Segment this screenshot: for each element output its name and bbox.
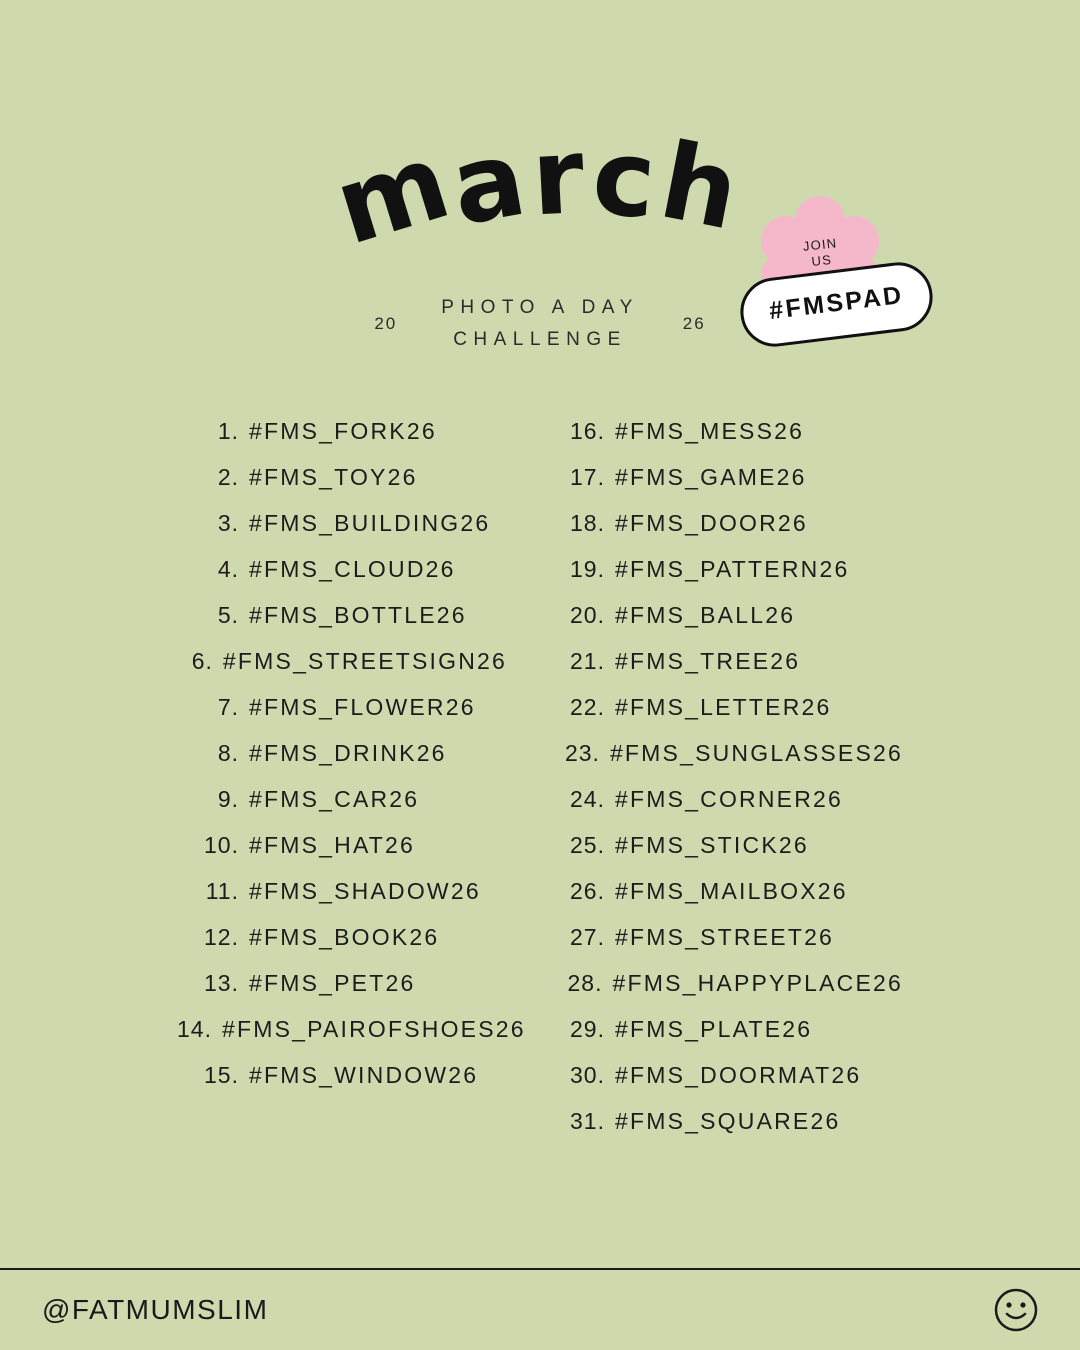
list-item	[543, 418, 903, 464]
list-item-tag: #FMS_TOY26	[249, 464, 418, 490]
list-item-number: 6.	[191, 648, 213, 674]
list-item-tag: #FMS_HAT26	[249, 832, 416, 858]
list-item	[177, 602, 507, 648]
list-item-number: 14.	[177, 1016, 212, 1042]
list-item-tag: #FMS_SQUARE26	[615, 1108, 841, 1134]
list-item-tag: #FMS_STREETSIGN26	[222, 648, 507, 674]
join-us-line-2: US	[810, 252, 833, 270]
list-item-number: 24.	[570, 786, 605, 812]
list-item	[543, 970, 903, 1016]
smiley-face-icon	[994, 1288, 1038, 1332]
list-item-number: 25.	[570, 832, 605, 858]
subtitle-line-2: CHALLENGE	[453, 329, 627, 351]
list-item	[177, 786, 507, 832]
list-item	[177, 740, 507, 786]
list-item-number: 20.	[570, 602, 605, 628]
list-item-tag: #FMS_GAME26	[615, 464, 807, 490]
list-item-tag: #FMS_PLATE26	[615, 1016, 813, 1042]
challenge-subtitle	[441, 292, 639, 357]
list-item	[543, 602, 903, 648]
list-item	[177, 648, 507, 694]
list-item-number: 2.	[217, 464, 239, 490]
list-item-tag: #FMS_MESS26	[615, 418, 805, 444]
list-item-number: 13.	[204, 970, 239, 996]
list-item-number: 18.	[570, 510, 605, 536]
hashtag-pill-label: #FMSPAD	[767, 280, 906, 326]
list-item	[543, 464, 903, 510]
list-item-number: 27.	[570, 924, 605, 950]
list-item-tag: #FMS_SHADOW26	[249, 878, 481, 904]
list-item	[177, 970, 507, 1016]
list-item-number: 16.	[570, 418, 605, 444]
list-item-tag: #FMS_FORK26	[249, 418, 437, 444]
list-item	[543, 556, 903, 602]
list-item-number: 19.	[570, 556, 605, 582]
list-item-number: 23.	[564, 740, 600, 766]
list-item-tag: #FMS_MAILBOX26	[615, 878, 848, 904]
list-item-number: 3.	[217, 510, 239, 536]
list-item	[543, 924, 903, 970]
list-item	[543, 1062, 903, 1108]
prompt-column-right	[543, 418, 903, 1154]
list-item	[543, 786, 903, 832]
list-item-tag: #FMS_CORNER26	[615, 786, 843, 812]
list-item-number: 9.	[217, 786, 239, 812]
list-item-tag: #FMS_BUILDING26	[249, 510, 491, 536]
list-item	[177, 556, 507, 602]
list-item-tag: #FMS_FLOWER26	[249, 694, 476, 720]
list-item	[543, 1108, 903, 1154]
list-item-tag: #FMS_PATTERN26	[615, 556, 850, 582]
header	[0, 0, 1080, 400]
month-letter: a	[442, 116, 536, 250]
list-item-tag: #FMS_TREE26	[615, 648, 801, 674]
list-item-tag: #FMS_CAR26	[249, 786, 420, 812]
join-us-label	[791, 234, 850, 272]
list-item	[177, 924, 507, 970]
list-item-number: 26.	[570, 878, 605, 904]
list-item-tag: #FMS_LETTER26	[615, 694, 832, 720]
month-letter: h	[651, 119, 750, 255]
list-item-number: 30.	[570, 1062, 605, 1088]
list-item-tag: #FMS_STICK26	[615, 832, 809, 858]
list-item-tag: #FMS_BOOK26	[249, 924, 440, 950]
year-suffix: 26	[682, 314, 706, 334]
list-item-number: 17.	[570, 464, 605, 490]
list-item-tag: #FMS_SUNGLASSES26	[609, 740, 903, 766]
list-item	[177, 464, 507, 510]
year-prefix: 20	[374, 314, 398, 334]
list-item-number: 4.	[217, 556, 239, 582]
month-letter: c	[588, 116, 661, 243]
list-item	[543, 832, 903, 878]
list-item-number: 31.	[570, 1108, 605, 1134]
prompt-column-left	[177, 418, 526, 1154]
list-item-number: 10.	[204, 832, 239, 858]
subtitle-line-1: PHOTO A DAY	[441, 297, 639, 318]
list-item	[543, 510, 903, 556]
list-item-tag: #FMS_WINDOW26	[249, 1062, 479, 1088]
list-item-tag: #FMS_DRINK26	[249, 740, 447, 766]
list-item-tag: #FMS_DOOR26	[615, 510, 808, 536]
list-item-number: 21.	[570, 648, 605, 674]
list-item-tag: #FMS_PAIROFSHOES26	[221, 1016, 526, 1042]
list-item-tag: #FMS_HAPPYPLACE26	[612, 970, 903, 996]
list-item-tag: #FMS_DOORMAT26	[615, 1062, 862, 1088]
list-item-tag: #FMS_STREET26	[615, 924, 835, 950]
list-item	[177, 1016, 526, 1062]
list-item	[543, 694, 903, 740]
list-item	[177, 1062, 507, 1108]
list-item	[543, 878, 903, 924]
list-item-number: 7.	[217, 694, 239, 720]
join-us-line-1: JOIN	[802, 235, 838, 254]
list-item	[177, 510, 507, 556]
list-item-number: 12.	[204, 924, 239, 950]
list-item-tag: #FMS_BOTTLE26	[249, 602, 467, 628]
list-item-number: 11.	[205, 878, 239, 904]
list-item	[177, 878, 507, 924]
join-us-sticker	[740, 195, 940, 380]
month-letter: m	[322, 119, 465, 269]
list-item-tag: #FMS_PET26	[249, 970, 416, 996]
list-item-number: 15.	[204, 1062, 239, 1088]
list-item-tag: #FMS_BALL26	[615, 602, 796, 628]
list-item-tag: #FMS_CLOUD26	[249, 556, 456, 582]
list-item-number: 1.	[217, 418, 239, 444]
list-item-number: 22.	[570, 694, 605, 720]
account-handle: @FATMUMSLIM	[42, 1294, 269, 1325]
list-item-number: 29.	[570, 1016, 605, 1042]
list-item-number: 5.	[217, 602, 239, 628]
list-item	[543, 648, 903, 694]
list-item-number: 28.	[567, 970, 603, 996]
list-item	[177, 832, 507, 878]
list-item	[177, 418, 507, 464]
list-item	[543, 1016, 903, 1062]
list-item-number: 8.	[217, 740, 239, 766]
month-letter: r	[528, 114, 589, 240]
list-item	[543, 740, 903, 786]
footer	[0, 1268, 1080, 1350]
list-item	[177, 694, 507, 740]
prompt-lists	[0, 418, 1080, 1154]
